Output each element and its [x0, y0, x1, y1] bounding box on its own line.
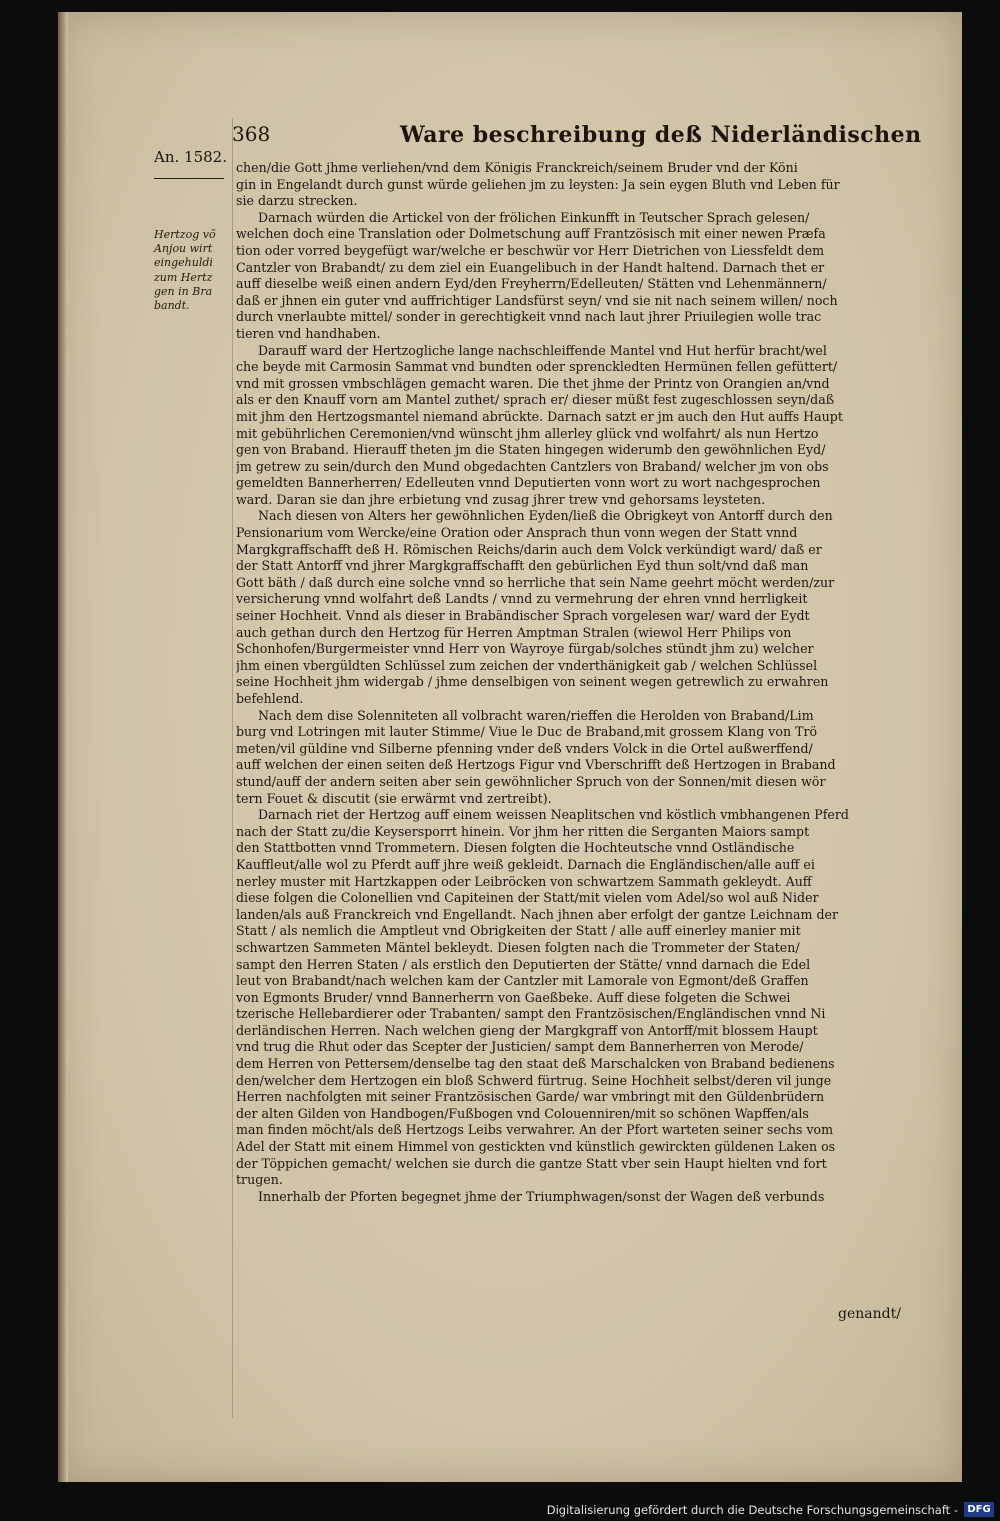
text-line: Gott bäth / daß durch eine solche vnnd so herrliche that sein Name geehrt möcht werden/zur — [236, 574, 835, 590]
text-line: ward. Daran sie dan jhre erbietung vnd zusag jhrer trew vnd gehorsams leysteten. — [236, 491, 766, 507]
margin-rule — [232, 118, 233, 1418]
paragraph — [236, 210, 936, 343]
marginal-note — [154, 228, 230, 313]
text-line: chen/die Gott jhme verliehen/vnd dem Königis Franckreich/seinem Bruder vnd der Köni — [236, 160, 798, 175]
text-line: man finden möcht/als deß Hertzogs Leibs verwahrer. An der Pfort warteten seiner sechs vom — [236, 1122, 834, 1138]
text-line: gen von Braband. Hierauff theten jm die Staten hingegen widerumb den gewöhnlichen Eyd/ — [236, 442, 826, 458]
text-line: Schonhofen/Burgermeister vnnd Herr von Wayroye fürgab/solches stündt jhm zu) welcher — [236, 641, 814, 657]
text-line: auff welchen der einen seiten deß Hertzogs Figur vnd Vberschrifft deß Hertzogen in Braband — [236, 757, 836, 773]
page-number: 368 — [232, 122, 271, 146]
page-edge — [58, 12, 68, 1482]
text-line: diese folgen die Colonellien vnd Capiteinen der Statt/mit vielen vom Adel/so wol auß Nider — [236, 890, 819, 906]
text-line: Statt / als nemlich die Amptleut vnd Obrigkeiten der Statt / alle auff einerley manier mit — [236, 923, 801, 939]
dfg-logo: DFG — [964, 1502, 994, 1517]
paragraph — [236, 160, 936, 210]
text-line: Darauff ward der Hertzogliche lange nachschleiffende Mantel vnd Hut herfür bracht/wel — [258, 342, 827, 358]
text-line: Darnach riet der Hertzog auff einem weissen Neaplitschen vnd köstlich vmbhangenen Pferd — [258, 807, 849, 823]
footer-bar — [0, 1500, 1000, 1521]
text-line: seiner Hochheit. Vnnd als dieser in Brabändischer Sprach vorgelesen war/ ward der Eydt — [236, 608, 810, 624]
text-line: stund/auff der andern seiten aber sein gewöhnlicher Spruch von der Sonnen/mit diesen wör — [236, 773, 826, 789]
text-line: den Stattbotten vnnd Trommetern. Diesen folgten die Hochteutsche vnnd Ostländische — [236, 840, 795, 856]
text-line: mit gebührlichen Ceremonien/vnd wünscht jhm allerley glück vnd wolfahrt/ als nun Hertzo — [236, 425, 819, 441]
text-line: meten/vil güldine vnd Silberne pfenning vnder deß vnders Volck in die Ortel außwerffend/ — [236, 740, 813, 756]
text-line: dem Herren von Pettersem/denselbe tag den staat deß Marschalcken von Braband bedienens — [236, 1056, 835, 1072]
running-title: Ware beschreibung deß Niderländischen — [400, 122, 922, 148]
text-line: jhm einen vbergüldten Schlüssel zum zeichen der vnderthänigkeit gab / welchen Schlüssel — [236, 657, 818, 673]
year-rule — [154, 178, 224, 179]
text-line: als er den Knauff vorn am Mantel zuthet/ sprach er/ dieser müßt fest zugeschlossen seyn/daß — [236, 392, 835, 408]
text-line: mit jhm den Hertzogsmantel niemand abrückte. Darnach satzt er jm auch den Hut auffs Haupt — [236, 408, 843, 424]
text-line: der alten Gilden von Handbogen/Fußbogen vnd Colouenniren/mit so schönen Wapffen/als — [236, 1105, 809, 1121]
text-line: tzerische Hellebardierer oder Trabanten/ sampt den Frantzösischen/Engländischen vnnd Ni — [236, 1006, 826, 1022]
text-line: den/welcher dem Hertzogen ein bloß Schwerd fürtrug. Seine Hochheit selbst/deren vil junge — [236, 1072, 832, 1088]
text-line: versicherung vnnd wolfahrt deß Landts / vnnd zu vermehrung der ehren vnnd herrligkeit — [236, 591, 808, 607]
text-line: tern Fouet & discutit (sie erwärmt vnd zertreibt). — [236, 790, 552, 806]
marginal-note-line: Anjou wirt — [154, 242, 213, 256]
text-line: gin in Engelandt durch gunst würde geliehen jm zu leysten: Ja sein eygen Bluth vnd Leben für — [236, 176, 840, 192]
marginal-note-line: eingehuldi — [154, 256, 213, 270]
text-line: vnd mit grossen vmbschlägen gemacht waren. Die thet jhme der Printz von Orangien an/vnd — [236, 375, 830, 391]
marginal-note-line: gen in Bra — [154, 284, 213, 298]
marginal-note-line: bandt. — [154, 299, 190, 313]
body-text — [236, 160, 936, 1205]
text-line: durch vnerlaubte mittel/ sonder in gerechtigkeit vnnd nach laut jhrer Priuilegien wolle trac — [236, 309, 822, 325]
text-line: schwartzen Sammeten Mäntel bekleydt. Diesen folgten nach die Trommeter der Staten/ — [236, 939, 800, 955]
marginal-note-line: zum Hertz — [154, 270, 213, 284]
text-line: jm getrew zu sein/durch den Mund obgedachten Cantzlers von Braband/ welcher jm von obs — [236, 458, 829, 474]
text-line: Darnach würden die Artickel von der frölichen Einkunfft in Teutscher Sprach gelesen/ — [258, 209, 810, 225]
marginal-note-line: Hertzog võ — [154, 228, 216, 241]
text-line: befehlend. — [236, 691, 304, 706]
paragraph — [236, 807, 936, 1189]
text-line: tion oder vorred beygefügt war/welche er beschwür vor Herr Dietrichen von Liessfeldt dem — [236, 242, 825, 258]
text-line: der Töppichen gemacht/ welchen sie durch die gantze Statt vber sein Haupt hielten vnd fort — [236, 1155, 827, 1171]
text-line: trugen. — [236, 1172, 283, 1188]
catchword: genandt/ — [838, 1306, 901, 1322]
text-line: che beyde mit Carmosin Sammat vnd bundten oder sprenckledten Hermünen fellen gefüttert/ — [236, 359, 838, 375]
text-line: sie darzu strecken. — [236, 193, 358, 209]
paragraph — [236, 508, 936, 707]
text-line: derländischen Herren. Nach welchen gieng der Margkgraff von Antorff/mit blossem Haupt — [236, 1022, 818, 1038]
text-line: vnd trug die Rhut oder das Scepter der Justicien/ sampt dem Bannerherren von Merode/ — [236, 1039, 804, 1055]
text-line: Nach diesen von Alters her gewöhnlichen Eyden/ließ die Obrigkeyt von Antorff durch den — [258, 508, 833, 524]
text-line: Cantzler von Brabandt/ zu dem ziel ein Euangelibuch in der Handt haltend. Darnach thet er — [236, 259, 825, 275]
running-head — [150, 118, 940, 166]
text-line: Pensionarium vom Wercke/eine Oration oder Ansprach thun vonn wegen der Statt vnnd — [236, 525, 798, 541]
text-line: Margkgraffschafft deß H. Römischen Reichs/darin auch dem Volck verkündigt ward/ daß er — [236, 541, 822, 557]
text-line: sampt den Herren Staten / als erstlich den Deputierten der Stätte/ vnnd darnach die Edel — [236, 956, 811, 972]
text-line: nerley muster mit Hartzkappen oder Leibröcken von schwartzem Sammath gekleydt. Auff — [236, 873, 812, 889]
text-line: Kauffleut/alle wol zu Pferdt auff jhre weiß gekleidt. Darnach die Engländischen/alle auff ei — [236, 856, 815, 872]
text-line: landen/als auß Franckreich vnd Engellandt. Nach jhnen aber erfolgt der gantze Leichnam der — [236, 906, 838, 922]
funding-credit: Digitalisierung gefördert durch die Deutsche Forschungsgemeinschaft - — [546, 1503, 958, 1517]
text-line: Adel der Statt mit einem Himmel von gestickten vnd künstlich gewirckten güldenen Laken os — [236, 1139, 836, 1155]
text-line: Nach dem dise Solenniteten all volbracht waren/rieffen die Herolden von Braband/Lim — [258, 707, 814, 723]
text-line: daß er jhnen ein guter vnd auffrichtiger Landsfürst seyn/ vnd sie nit nach seinem willen/ noch — [236, 292, 838, 308]
paragraph — [236, 708, 936, 808]
text-line: seine Hochheit jhm widergab / jhme denselbigen von seinent wegen getrewlich zu erwahren — [236, 674, 829, 690]
paragraph — [236, 343, 936, 509]
text-line: auch gethan durch den Hertzog für Herren Amptman Stralen (wiewol Herr Philips von — [236, 624, 792, 640]
text-line: leut von Brabandt/nach welchen kam der Cantzler mit Lamorale von Egmont/deß Graffen — [236, 973, 809, 989]
text-line: Innerhalb der Pforten begegnet jhme der Triumphwagen/sonst der Wagen deß verbunds — [258, 1188, 825, 1204]
text-line: tieren vnd handhaben. — [236, 325, 381, 341]
text-line: welchen doch eine Translation oder Dolmetschung auff Frantzösisch mit einer newen Præfa — [236, 226, 826, 242]
text-line: nach der Statt zu/die Keysersporrt hinein. Vor jhm her ritten die Serganten Maiors sampt — [236, 823, 810, 839]
text-line: der Statt Antorff vnd jhrer Margkgraffschafft den gebürlichen Eyd thun solt/vnd daß man — [236, 558, 809, 574]
text-line: burg vnd Lotringen mit lauter Stimme/ Viue le Duc de Braband,mit grossem Klang von Trö — [236, 724, 818, 740]
text-line: gemeldten Bannerherren/ Edelleuten vnnd Deputierten vonn wort zu wort nachgesprochen — [236, 475, 821, 491]
text-line: auff dieselbe weiß einen andern Eyd/den Freyherrn/Edelleuten/ Stätten vnd Lehenmännern/ — [236, 276, 827, 292]
paragraph — [236, 1189, 936, 1206]
text-line: Herren nachfolgten mit seiner Frantzösischen Garde/ war vmbringt mit den Güldenbrüdern — [236, 1089, 825, 1105]
year-marker: An. 1582. — [154, 148, 227, 166]
text-line: von Egmonts Bruder/ vnnd Bannerherrn von Gaeßbeke. Auff diese folgeten die Schwei — [236, 989, 791, 1005]
